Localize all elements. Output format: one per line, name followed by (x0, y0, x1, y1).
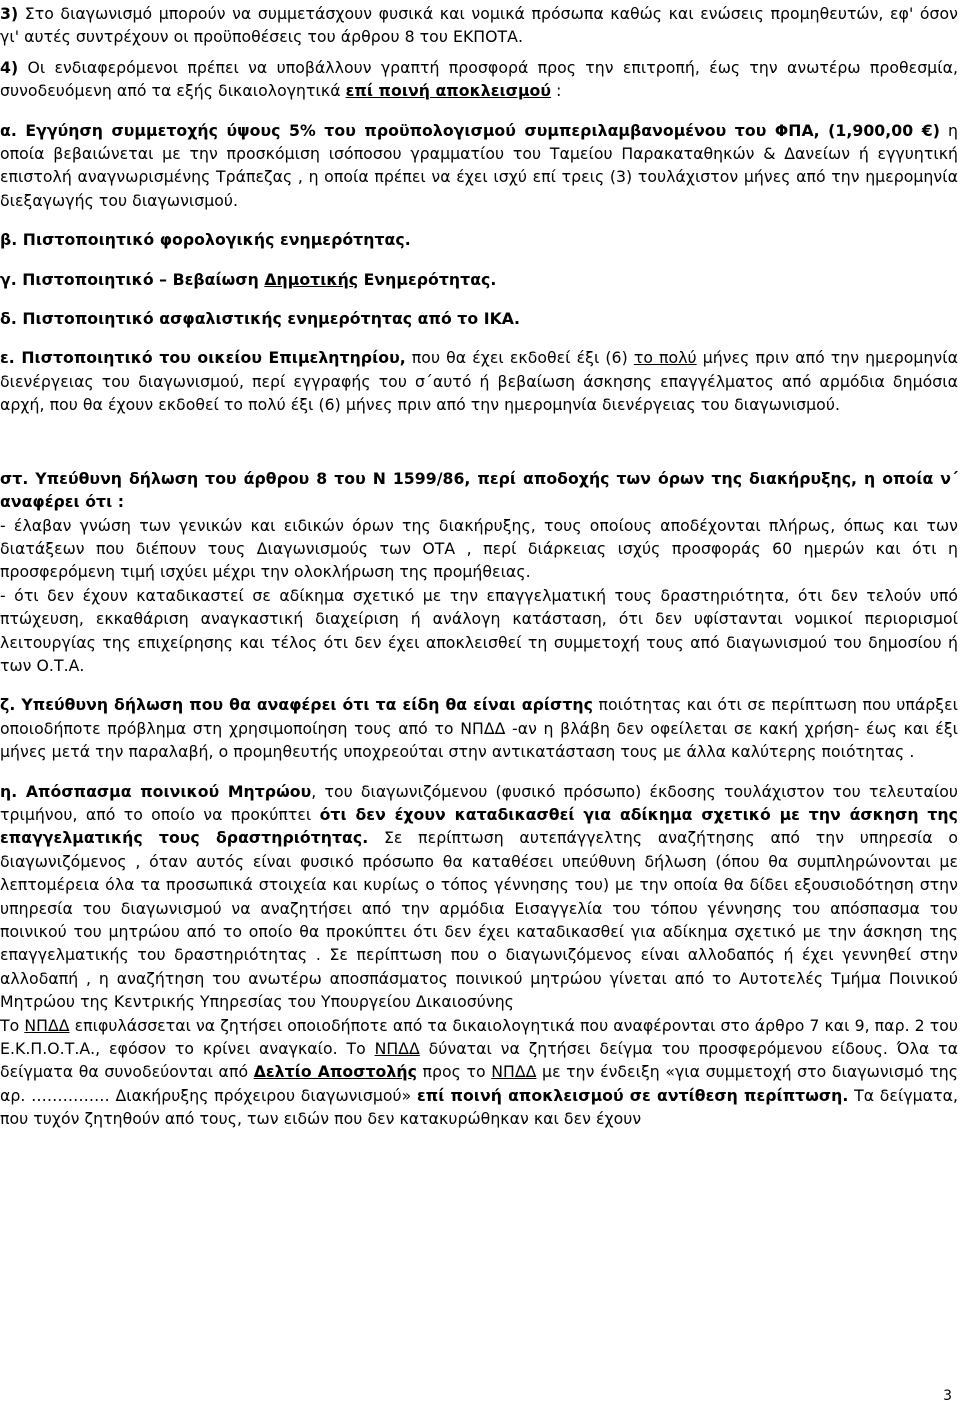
item-number: 3) (0, 4, 19, 23)
item-h-continuation: Το ΝΠΔΔ επιφυλάσσεται να ζητήσει οποιοδήποτε από τα δικαιολογητικά που αναφέρονται στο άρθρο 7 και 9, παρ. 2 του Ε.Κ.Π.Ο.Τ.Α., εφόσον το κρίνει αναγκαίο. Το ΝΠΔΔ δύναται να ζητήσει δείγμα του προσφερόμενου είδους. Όλα τα δείγματα θα συνοδεύονται από Δελτίο Αποστολής προς το ΝΠΔΔ με την ένδειξη «για συμμετοχή στο διαγωνισμό της αρ. …………… Διακήρυξης πρόχειρου διαγωνισμού» επί ποινή αποκλεισμού σε αντίθεση περίπτωση. Τα δείγματα, που τυχόν ζητηθούν από τους, των ειδών που δεν κατακυρώθηκαν και δεν έχουν (0, 1015, 958, 1129)
emphasis: επί ποινή αποκλεισμού (345, 81, 552, 101)
paragraph-3: 3) Στο διαγωνισμό μπορούν να συμμετάσχουν φυσικά και νομικά πρόσωπα καθώς και ενώσεις προμηθευτών, εφ' όσον γι' αυτές συντρέχουν οι προϋποθέσεις του άρθρου 8 του ΕΚΠΟΤΑ. (0, 4, 958, 47)
document-page (0, 2, 958, 1131)
item-b: β. Πιστοποιητικό φορολογικής ενημερότητας. (0, 230, 411, 250)
item-z: ζ. Υπεύθυνη δήλωση που θα αναφέρει ότι τα είδη θα είναι αρίστης ποιότητας και ότι σε περίπτωση που υπάρξει οποιοδήποτε πρόβλημα στη χρησιμοποίηση τους από το ΝΠΔΔ -αν η βλάβη δεν οφείλεται σε κακή χρήση- έως και έξι μήνες μετά την παραλαβή, ο προμηθευτής υποχρεούται στην αντικατάσταση τους με άλλα καλύτερης ποιότητας . (0, 695, 958, 762)
item-h: η. Απόσπασμα ποινικού Μητρώου, του διαγωνιζόμενου (φυσικό πρόσωπο) έκδοσης τουλάχιστον του τελευταίου τριμήνου, από το οποίο να προκύπτει ότι δεν έχουν καταδικασθεί για αδίκημα σχετικό με την άσκηση της επαγγελματικής τους δραστηριότητας. Σε περίπτωση αυτεπάγγελτης αναζήτησης από την υπηρεσία ο διαγωνιζόμενος , όταν αυτός είναι φυσικό πρόσωπο θα καταθέσει υπεύθυνη δήλωση (όπου θα συμπληρώνονται με λεπτομέρεια όλα τα προσωπικά στοιχεία και κυρίως ο τόπος γέννησης του) με την οποία θα δίδει εξουσιοδότηση στην υπηρεσία του διαγωνισμού να αναζητήσει από την αρμόδια Εισαγγελία του τόπου γέννησης του απόσπασμα του ποινικού του μητρώου από το οποίο θα προκύπτει ότι δεν έχει καταδικασθεί για αδίκημα σχετικό με την άσκηση της επαγγελματικής του δραστηριότητας . Σε περίπτωση που ο διαγωνιζόμενος είναι αλλοδαπός ή έχει γεννηθεί στην αλλοδαπή , η αναζήτηση του ανωτέρω αποσπάσματος ποινικού μητρώου γίνεται από το Αυτοτελές Τμήμα Ποινικού Μητρώου της Κεντρικής Υπηρεσίας του Υπουργείου Δικαιοσύνης (0, 781, 959, 1012)
item-e: ε. Πιστοποιητικό του οικείου Επιμελητηρίου, που θα έχει εκδοθεί έξι (6) το πολύ μήνες πριν από την ημερομηνία διενέργειας του διαγωνισμού, περί εγγραφής του σ΄αυτό ή βεβαίωση άσκησης επαγγέλματος από αρμόδια δημόσια αρχή, που θα έχουν εκδοθεί το πολύ έξι (6) μήνες πριν από την ημερομηνία διενέργειας του διαγωνισμού. (0, 348, 958, 415)
item-st: στ. Υπεύθυνη δήλωση του άρθρου 8 του Ν 1599/86, περί αποδοχής των όρων της διακήρυξης, η οποία ν΄ αναφέρει ότι : (0, 468, 958, 512)
item-c: γ. Πιστοποιητικό – Βεβαίωση Δημοτικής Ενημερότητας. (0, 269, 497, 289)
item-a: α. Εγγύηση συμμετοχής ύψους 5% του προϋπολογισμού συμπεριλαμβανομένου του ΦΠΑ, (1,900,00 €) η οποία βεβαιώνεται με την προσκόμιση ισόποσου γραμματίου του Ταμείου Παρακαταθηκών & Δανείων ή εγγυητική επιστολή αναγνωρισμένης Τράπεζας , η οποία πρέπει να έχει ισχύ επί τρεις (3) τουλάχιστον μήνες από την ημερομηνία διεξαγωγής του διαγωνισμού. (0, 120, 958, 210)
item-d: δ. Πιστοποιητικό ασφαλιστικής ενημερότητας από το ΙΚΑ. (0, 309, 520, 329)
item-st-point-2: - ότι δεν έχουν καταδικαστεί σε αδίκημα σχετικό με την επαγγελματική τους δραστηριότητα, ότι δεν τελούν υπό πτώχευση, εκκαθάριση αναγκαστική διαχείριση ή ανάλογη κατάσταση, ότι δεν υφίστανται νομικοί περιορισμοί λειτουργίας της επιχείρησης και τέλος ότι δεν έχει αποκλεισθεί τη συμμετοχή τους από διαγωνισμού του δημοσίου ή των Ο.Τ.Α. (0, 585, 958, 675)
item-st-point-1: - έλαβαν γνώση των γενικών και ειδικών όρων της διακήρυξης, τους οποίους αποδέχονται πλήρως, όπως και των διατάξεων που διέπουν τους Διαγωνισμούς των ΟΤΑ , περί διάρκειας ισχύς προσφοράς 60 ημερών και ότι η προσφερόμενη τιμή ισχύει μέχρι την ολοκλήρωση της προμήθειας. (0, 515, 958, 582)
paragraph-4: 4) Οι ενδιαφερόμενοι πρέπει να υποβάλλουν γραπτή προσφορά προς την επιτροπή, έως την ανωτέρω προθεσμία, συνοδευόμενη από τα εξής δικαιολογητικά επί ποινή αποκλεισμού : (0, 57, 958, 101)
item-number: 4) (0, 57, 19, 77)
page-number: 3 (943, 1388, 952, 1404)
